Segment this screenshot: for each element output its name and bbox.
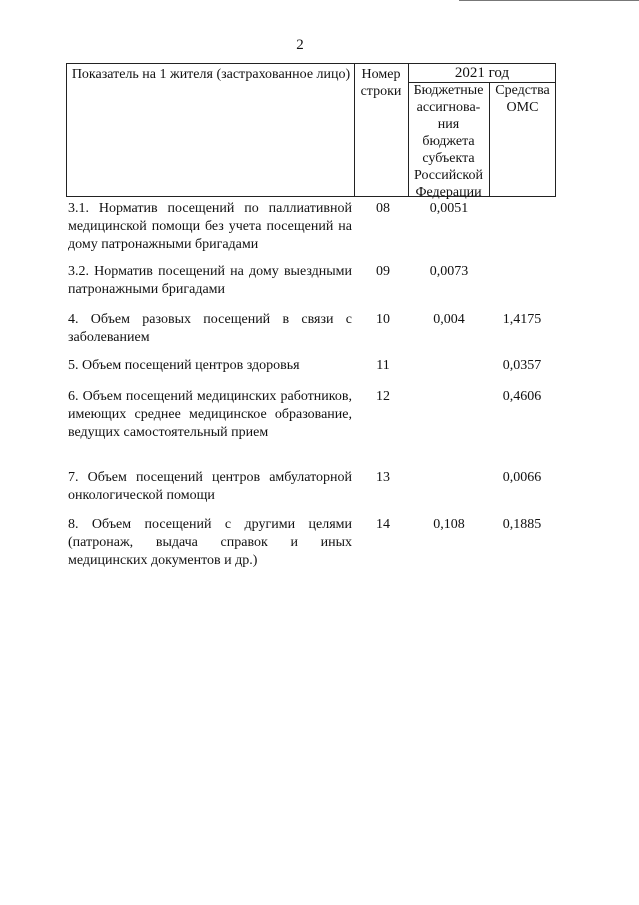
row-indicator: 8. Объем посещений с другими целями (патронаж, выдача справок и иных медицинских документов и др.) (68, 517, 352, 568)
row-number: 08 (376, 201, 390, 216)
row-number: 09 (376, 264, 390, 279)
row-indicator: 3.1. Норматив посещений по паллиативной медицинской помощи без учета посещений на дому патронажными бригадами (68, 201, 352, 252)
row-number: 12 (376, 389, 390, 404)
row-indicator: 6. Объем посещений медицинских работников, имеющих среднее медицинское образование, ведущих самостоятельный прием (68, 389, 352, 440)
header-row-number: Номер строки (360, 67, 402, 99)
row-oms-value: 0,4606 (502, 389, 542, 404)
header-budget: Бюджетные ассигнова- ния бюджета субъекта Российской Федерации (413, 83, 484, 200)
row-oms-value: 0,1885 (502, 517, 542, 532)
row-number: 13 (376, 470, 390, 485)
row-budget-value: 0,108 (433, 517, 465, 532)
row-oms-value: 0,0066 (502, 470, 542, 485)
row-number: 11 (376, 358, 390, 373)
header-indicator: Показатель на 1 жителя (застрахованное лицо) (71, 67, 351, 82)
row-budget-value: 0,0073 (429, 264, 469, 279)
row-indicator: 4. Объем разовых посещений в связи с заболеванием (68, 312, 352, 345)
row-number: 14 (376, 517, 390, 532)
page-number: 2 (296, 37, 304, 53)
row-budget-value: 0,0051 (429, 201, 469, 216)
top-edge-line (459, 0, 639, 1)
row-budget-value: 0,004 (433, 312, 465, 327)
row-oms-value: 1,4175 (502, 312, 542, 327)
row-number: 10 (376, 312, 390, 327)
table-header (66, 63, 556, 200)
row-indicator: 3.2. Норматив посещений на дому выездными патронажными бригадами (68, 264, 352, 297)
row-indicator: 5. Объем посещений центров здоровья (68, 358, 300, 373)
header-oms: Средства ОМС (495, 83, 550, 115)
row-indicator: 7. Объем посещений центров амбулаторной онкологической помощи (68, 470, 352, 503)
row-oms-value: 0,0357 (502, 358, 542, 373)
header-year: 2021 год (454, 65, 510, 81)
